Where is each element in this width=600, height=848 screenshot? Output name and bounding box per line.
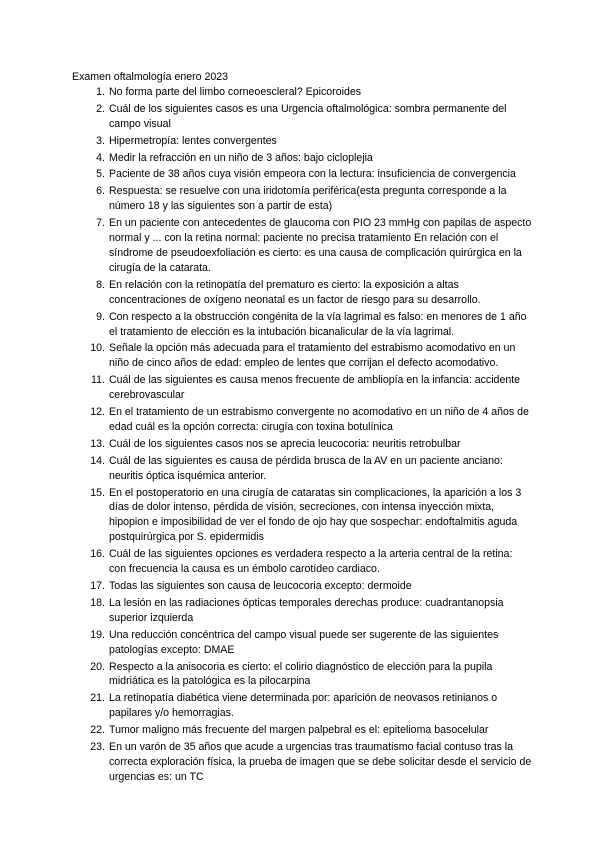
question-text: En un varón de 35 años que acude a urgencias tras traumatismo facial contuso tras la correcta exploración física, la prueba de imagen que se debe solicitar desde el servicio de urgencias es: un TC: [109, 741, 532, 783]
question-item: [72, 691, 532, 721]
question-text: Con respecto a la obstrucción congénita de la vía lagrimal es falso: en menores de 1 año el tratamiento de elección es la intubación bicanalicular de la vía lagrimal.: [109, 310, 527, 338]
question-number: 14.: [90, 454, 105, 467]
question-item: [72, 660, 532, 690]
question-number: 6.: [96, 185, 105, 198]
question-number: 2.: [96, 102, 105, 115]
question-item: [72, 723, 532, 738]
question-number: 20.: [90, 660, 105, 673]
question-item: [72, 278, 532, 308]
question-item: [72, 102, 532, 132]
question-number: 12.: [90, 406, 105, 419]
question-text: Cuál de las siguientes opciones es verdadera respecto a la arteria central de la retina: con frecuencia la causa es un émbolo carotídeo cardiaco.: [109, 548, 513, 576]
question-text: La lesión en las radiaciones ópticas temporales derechas produce: cuadrantanopsia superior izquierda: [109, 596, 504, 624]
question-number: 4.: [96, 151, 105, 164]
question-number: 10.: [90, 342, 105, 355]
question-number: 22.: [90, 724, 105, 737]
question-number: 23.: [90, 741, 105, 754]
question-item: [72, 310, 532, 340]
question-text: Una reducción concéntrica del campo visual puede ser sugerente de las siguientes patologías excepto: DMAE: [109, 628, 499, 656]
question-text: Todas las siguientes son causa de leucocoria excepto: dermoide: [109, 580, 412, 592]
question-text: Medir la refracción en un niño de 3 años: bajo cicloplejia: [109, 151, 373, 164]
question-item: [72, 547, 532, 577]
question-number: 15.: [90, 486, 105, 499]
question-text: Respuesta: se resuelve con una iridotomía periférica(esta pregunta corresponde a la número 18 y las siguientes son a partir de esta): [109, 185, 507, 213]
question-number: 13.: [90, 437, 105, 450]
question-text: Cuál de los siguientes casos nos se aprecia leucocoria: neuritis retrobulbar: [109, 437, 461, 450]
question-number: 16.: [90, 548, 105, 561]
question-list: [72, 85, 532, 785]
question-text: En el tratamiento de un estrabismo convergente no acomodativo en un niño de 4 años de edad cuál es la opción correcta: cirugía con toxina botulínica: [109, 406, 529, 433]
question-text: Respecto a la anisocoria es cierto: el colirio diagnóstico de elección para la pupila midriática es la patológica es la pilocarpina: [109, 660, 493, 688]
question-text: Paciente de 38 años cuya visión empeora con la lectura: insuficiencia de convergencia: [109, 168, 516, 181]
document-page: [72, 70, 532, 787]
question-text: Cuál de los siguientes casos es una Urgencia oftalmológica: sombra permanente del campo visual: [109, 102, 507, 130]
question-number: 9.: [96, 310, 105, 323]
question-item: [72, 740, 532, 785]
question-number: 21.: [90, 692, 105, 705]
question-item: [72, 134, 532, 149]
question-item: [72, 151, 532, 166]
question-item: [72, 216, 532, 276]
question-number: 18.: [90, 596, 105, 609]
question-item: [72, 85, 532, 100]
question-item: [72, 628, 532, 658]
question-item: [72, 167, 532, 182]
document-title: Examen oftalmología enero 2023: [72, 71, 229, 83]
question-number: 7.: [96, 217, 105, 230]
question-number: 3.: [96, 134, 105, 147]
question-text: En un paciente con antecedentes de glaucoma con PIO 23 mmHg con papilas de aspecto normal y ... con la retina normal: paciente no precisa tratamiento En relación con el síndrome de pseudoexfoliación es cierto: es una causa de complicación quirúrgica en la cirugía de la catarata.: [109, 217, 532, 274]
question-item: [72, 341, 532, 371]
question-text: En relación con la retinopatía del prematuro es cierto: la exposición a altas concentraciones de oxígeno neonatal es un factor de riesgo para su desarrollo.: [109, 278, 481, 306]
question-item: [72, 486, 532, 546]
question-item: [72, 373, 532, 403]
question-text: En el postoperatorio en una cirugía de cataratas sin complicaciones, la aparición a los 3 días de dolor intenso, pérdida de visión, secreciones, con intensa inyección mixta, hipopion e imposibilidad de ver el fondo de ojo hay que sospechar: endoftalmitis aguda postquirúrgica por S. epidermidis: [109, 486, 522, 544]
question-number: 17.: [90, 580, 105, 592]
question-item: [72, 454, 532, 484]
question-text: Hipermetropía: lentes convergentes: [109, 134, 277, 147]
question-text: Señale la opción más adecuada para el tratamiento del estrabismo acomodativo en un niño de cinco años de edad: empleo de lentes que corrijan el defecto acomodativo.: [109, 342, 516, 370]
question-item: [72, 579, 532, 594]
question-number: 1.: [96, 85, 105, 98]
question-item: [72, 184, 532, 214]
question-text: La retinopatía diabética viene determinada por: aparición de neovasos retinianos o papilares y/o hemorragias.: [109, 692, 498, 720]
question-item: [72, 437, 532, 452]
question-text: Cuál de las siguientes es causa de pérdida brusca de la AV en un paciente anciano: neuritis óptica isquémica anterior.: [109, 454, 503, 482]
question-number: 5.: [96, 168, 105, 181]
question-text: Cuál de las siguientes es causa menos frecuente de ambliopía en la infancia: accidente cerebrovascular: [109, 374, 521, 402]
question-number: 8.: [96, 278, 105, 291]
question-number: 11.: [91, 374, 105, 387]
question-item: [72, 405, 532, 435]
question-text: No forma parte del limbo corneoescleral? Epicoroides: [109, 85, 362, 98]
question-text: Tumor maligno más frecuente del margen palpebral es el: epitelioma basocelular: [109, 724, 489, 737]
question-number: 19.: [90, 628, 105, 641]
question-item: [72, 596, 532, 626]
